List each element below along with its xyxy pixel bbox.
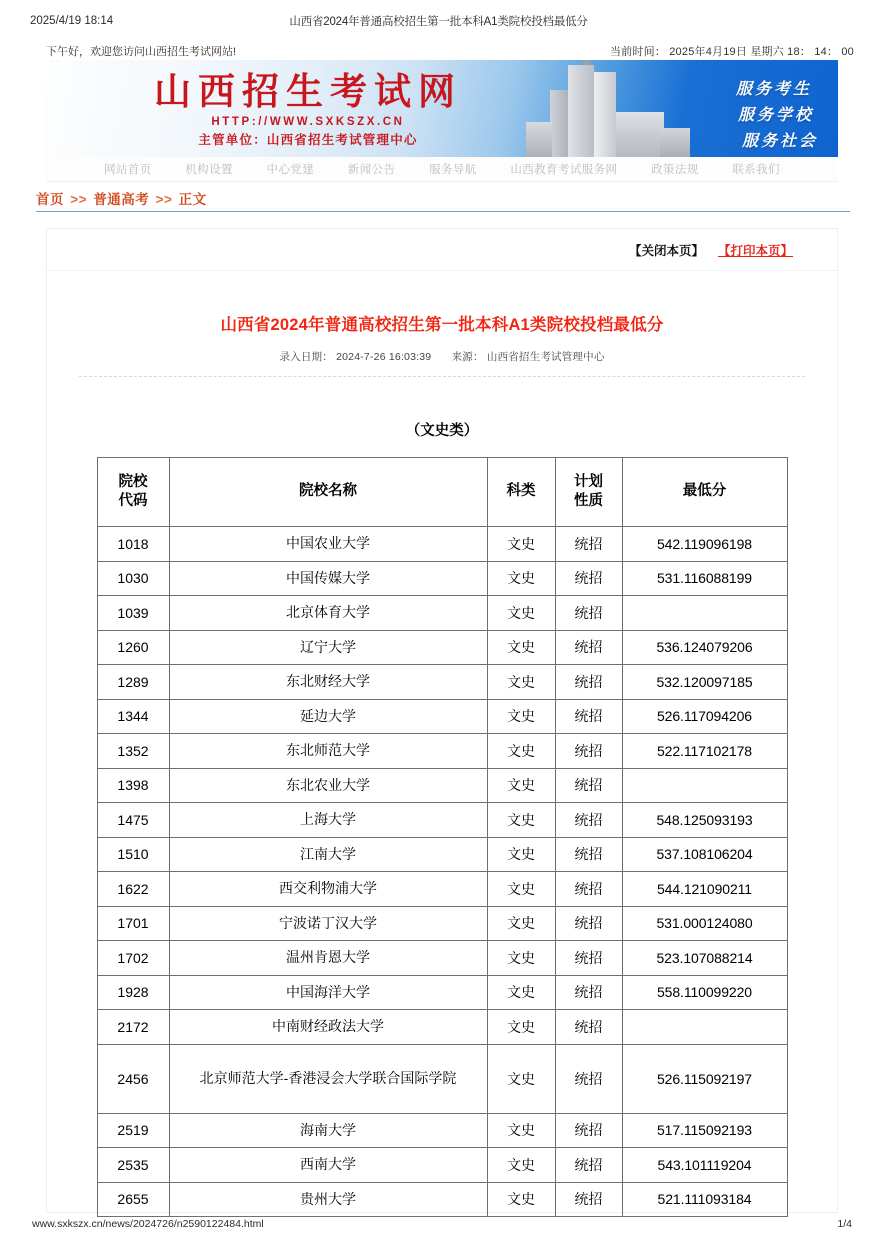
meta-divider [79,376,805,377]
scores-table-body [97,527,787,1217]
cell-plan-nature: 统招 [555,630,622,665]
cell-min-score: 531.000124080 [622,906,787,941]
cell-school-code: 1344 [97,699,169,734]
cell-plan-nature: 统招 [555,1010,622,1045]
cell-subject-type: 文史 [487,1182,555,1217]
cell-subject-type: 文史 [487,906,555,941]
building-block [660,128,690,157]
breadcrumb-section[interactable]: 普通高考 [93,192,150,207]
header-plan-nature-line2: 性质 [574,493,603,509]
cell-min-score: 526.115092197 [622,1044,787,1113]
cell-plan-nature: 统招 [555,837,622,872]
cell-min-score [622,1010,787,1045]
cell-school-code: 2519 [97,1113,169,1148]
cell-school-code: 1039 [97,596,169,631]
cell-school-name: 辽宁大学 [169,630,487,665]
footer-page-number: 1/4 [837,1218,852,1230]
nav-item-org[interactable]: 机构设置 [185,164,233,176]
cell-min-score: 542.119096198 [622,527,787,562]
cell-plan-nature: 统招 [555,596,622,631]
cell-subject-type: 文史 [487,941,555,976]
cell-school-name: 中国农业大学 [169,527,487,562]
cell-school-code: 1018 [97,527,169,562]
cell-school-name: 西南大学 [169,1148,487,1183]
table-row [97,872,787,907]
cell-subject-type: 文史 [487,1148,555,1183]
cell-plan-nature: 统招 [555,1182,622,1217]
cell-min-score: 536.124079206 [622,630,787,665]
building-block [568,65,594,157]
nav-item-exam-site[interactable]: 山西教育考试服务网 [510,164,618,176]
cell-school-code: 2172 [97,1010,169,1045]
cell-plan-nature: 统招 [555,872,622,907]
header-min-score: 最低分 [622,458,787,527]
nav-item-party[interactable]: 中心党建 [266,164,315,176]
cell-subject-type: 文史 [487,527,555,562]
table-row [97,1148,787,1183]
cell-school-name: 东北师范大学 [169,734,487,769]
cell-plan-nature: 统招 [555,1113,622,1148]
cell-min-score: 521.111093184 [622,1182,787,1217]
cell-school-name: 贵州大学 [169,1182,487,1217]
building-block [550,90,568,157]
entry-date-value: 2024-7-26 16:03:39 [336,351,432,363]
cell-plan-nature: 统招 [555,699,622,734]
banner-slogans [735,76,818,154]
nav-item-news[interactable]: 新闻公告 [347,164,396,176]
breadcrumb-separator: >> [155,192,173,207]
cell-min-score [622,596,787,631]
cell-school-code: 1701 [97,906,169,941]
current-time: 当前时间： 2025年4月19日 星期六 18： 14： 00 [609,46,854,58]
entry-date-label: 录入日期： [279,351,333,363]
breadcrumb-separator: >> [70,192,88,207]
cell-plan-nature: 统招 [555,561,622,596]
cell-plan-nature: 统招 [555,665,622,700]
cell-school-name: 延边大学 [169,699,487,734]
breadcrumb-home[interactable]: 首页 [36,192,64,207]
table-row [97,1010,787,1045]
greeting-message: 下午好，欢迎您访问山西招生考试网站! [46,46,237,58]
table-row [97,734,787,769]
cell-subject-type: 文史 [487,1044,555,1113]
cell-plan-nature: 统招 [555,1148,622,1183]
cell-subject-type: 文史 [487,561,555,596]
table-row [97,941,787,976]
table-row [97,630,787,665]
cell-subject-type: 文史 [487,975,555,1010]
cell-min-score: 543.101119204 [622,1148,787,1183]
article-title: 山西省2024年普通高校招生第一批本科A1类院校投档最低分 [220,316,664,334]
table-row [97,1044,787,1113]
site-banner [46,60,838,157]
cell-min-score: 522.117102178 [622,734,787,769]
cell-school-code: 1260 [97,630,169,665]
cell-plan-nature: 统招 [555,803,622,838]
cell-school-name: 北京师范大学-香港浸会大学联合国际学院 [169,1044,487,1113]
cell-school-name: 北京体育大学 [169,596,487,631]
building-block [616,112,664,157]
cell-subject-type: 文史 [487,1113,555,1148]
main-navigation[interactable] [46,157,838,182]
print-header-title: 山西省2024年普通高校招生第一批本科A1类院校投档最低分 [289,16,588,28]
site-organization: 主管单位：山西省招生考试管理中心 [198,131,418,147]
site-url: HTTP://WWW.SXKSZX.CN [211,115,405,128]
cell-min-score: 544.121090211 [622,872,787,907]
table-row [97,803,787,838]
print-page-label: 【打印本页】 [717,243,793,258]
slogan-serve-students: 服务考生 [735,79,812,98]
cell-plan-nature: 统招 [555,527,622,562]
nav-item-policy[interactable]: 政策法规 [651,164,699,176]
print-header [0,10,884,32]
close-page-label: 【关闭本页】 [628,243,704,258]
cell-school-name: 中国海洋大学 [169,975,487,1010]
cell-school-name: 中南财经政法大学 [169,1010,487,1045]
cell-school-code: 1928 [97,975,169,1010]
cell-subject-type: 文史 [487,1010,555,1045]
header-school-name: 院校名称 [169,458,487,527]
cell-school-code: 1475 [97,803,169,838]
cell-subject-type: 文史 [487,837,555,872]
cell-subject-type: 文史 [487,803,555,838]
cell-plan-nature: 统招 [555,941,622,976]
cell-plan-nature: 统招 [555,906,622,941]
cell-school-code: 2535 [97,1148,169,1183]
cell-subject-type: 文史 [487,630,555,665]
nav-item-contact[interactable]: 联系我们 [732,164,780,176]
cell-school-name: 东北财经大学 [169,665,487,700]
slogan-serve-society: 服务社会 [741,130,818,150]
table-row [97,561,787,596]
cell-school-code: 1702 [97,941,169,976]
cell-min-score: 558.110099220 [622,975,787,1010]
header-plan-nature [555,458,622,527]
cell-school-name: 江南大学 [169,837,487,872]
cell-school-code: 1289 [97,665,169,700]
cell-min-score: 537.108106204 [622,837,787,872]
header-subject-type: 科类 [487,458,555,527]
table-row [97,665,787,700]
header-school-code-line2: 代码 [118,493,148,509]
greeting-strip [0,40,884,62]
cell-subject-type: 文史 [487,768,555,803]
cell-school-code: 2655 [97,1182,169,1217]
cell-plan-nature: 统招 [555,768,622,803]
close-page-button[interactable] [629,241,704,259]
print-header-date: 2025/4/19 18:14 [30,15,114,27]
print-footer [0,1215,884,1233]
cell-school-name: 宁波诺丁汉大学 [169,906,487,941]
cell-min-score [622,768,787,803]
cell-school-name: 海南大学 [169,1113,487,1148]
cell-school-code: 1510 [97,837,169,872]
table-row [97,527,787,562]
cell-subject-type: 文史 [487,872,555,907]
cell-subject-type: 文史 [487,699,555,734]
cell-subject-type: 文史 [487,665,555,700]
breadcrumb-underline [36,211,850,212]
cell-school-name: 温州肯恩大学 [169,941,487,976]
table-row [97,1182,787,1217]
cell-min-score: 531.116088199 [622,561,787,596]
slogan-serve-schools: 服务学校 [737,104,814,124]
table-row [97,699,787,734]
cell-school-code: 1398 [97,768,169,803]
cell-plan-nature: 统招 [555,975,622,1010]
source-label: 来源： [451,351,484,363]
cell-subject-type: 文史 [487,596,555,631]
table-row [97,768,787,803]
header-school-code [97,458,169,527]
cell-school-code: 1352 [97,734,169,769]
table-row [97,906,787,941]
cell-school-name: 上海大学 [169,803,487,838]
table-row [97,975,787,1010]
cell-plan-nature: 统招 [555,1044,622,1113]
print-page-button[interactable] [718,241,793,259]
table-row [97,1113,787,1148]
cell-school-code: 1622 [97,872,169,907]
nav-item-home[interactable]: 网站首页 [104,164,152,176]
cell-min-score: 523.107088214 [622,941,787,976]
article-card [46,228,838,1213]
cell-plan-nature: 统招 [555,734,622,769]
cell-min-score: 548.125093193 [622,803,787,838]
scores-table [97,457,788,1217]
table-row [97,837,787,872]
cell-min-score: 532.120097185 [622,665,787,700]
breadcrumb-current: 正文 [178,192,207,207]
cell-min-score: 517.115092193 [622,1113,787,1148]
cell-school-name: 东北农业大学 [169,768,487,803]
cell-school-name: 西交利物浦大学 [169,872,487,907]
header-school-code-line1: 院校 [118,473,148,490]
table-row [97,596,787,631]
cell-school-code: 1030 [97,561,169,596]
article-toolbar [47,229,837,271]
table-header-row [97,458,787,527]
header-plan-nature-line1: 计划 [574,473,603,490]
cell-school-name: 中国传媒大学 [169,561,487,596]
table-subtitle: （文史类） [405,423,479,439]
building-photo [516,60,696,157]
cell-min-score: 526.117094206 [622,699,787,734]
nav-item-services[interactable]: 服务导航 [429,164,477,176]
source-value: 山西省招生考试管理中心 [486,351,605,363]
cell-subject-type: 文史 [487,734,555,769]
cell-school-code: 2456 [97,1044,169,1113]
building-block [594,72,616,157]
building-block [526,122,552,157]
article-meta [47,349,837,364]
site-title: 山西招生考试网 [154,69,462,113]
banner-logo-block [98,70,518,148]
footer-url: www.sxkszx.cn/news/2024726/n2590122484.html [32,1218,264,1230]
